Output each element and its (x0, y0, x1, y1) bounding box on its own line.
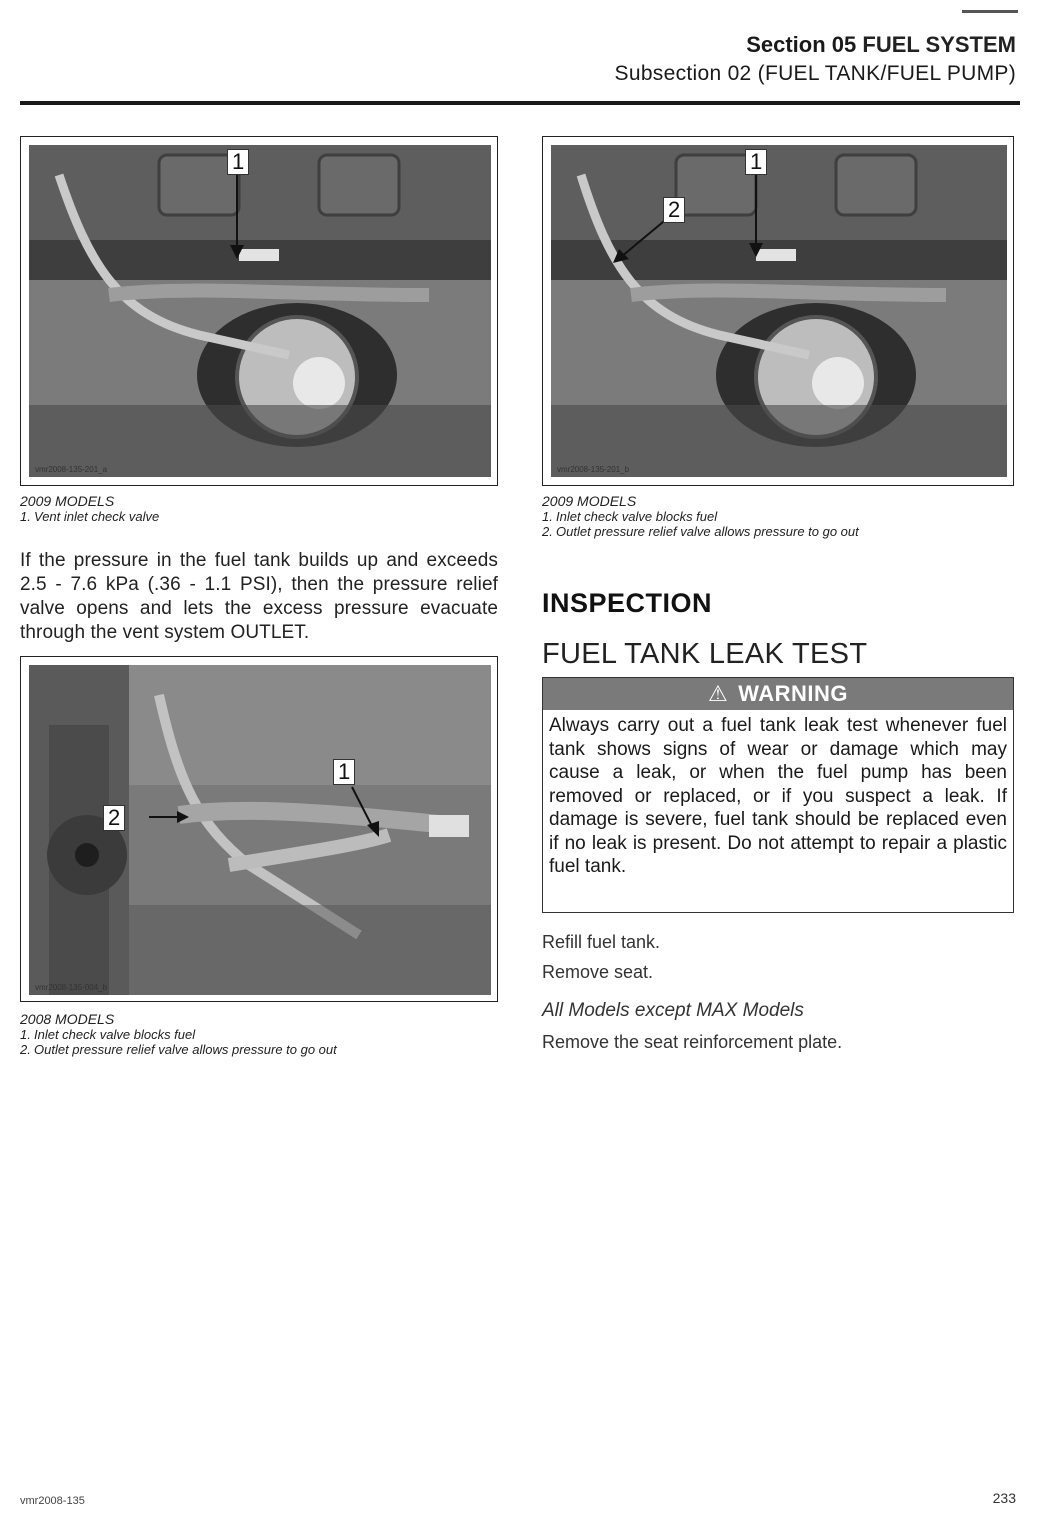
warning-bar (543, 678, 1013, 710)
figure-2-caption (542, 494, 1014, 539)
figure-2-callout-2: 2 (663, 197, 685, 223)
figure-3-caption-item-2: 2. Outlet pressure relief valve allows pressure to go out (20, 1042, 337, 1057)
models-note: All Models except MAX Models (542, 1000, 804, 1021)
warning-triangle-icon: ⚠ (707, 681, 729, 706)
figure-1-code: vmr2008-135-201_a (35, 465, 108, 474)
warning-text: Always carry out a fuel tank leak test whenever fuel tank shows signs of wear or damage which may cause a leak, or when the fuel pump has been removed or replaced, or if you suspect a leak. If damage is severe, fuel tank should be replaced even if no leak is present. Do not attempt to repair a plastic fuel tank. (549, 715, 1007, 877)
inspection-heading: INSPECTION (542, 588, 713, 618)
figure-2-caption-item-2: 2. Outlet pressure relief valve allows pressure to go out (542, 524, 859, 539)
figure-1-caption-title: 2009 MODELS (20, 493, 115, 509)
figure-3-caption (20, 1012, 498, 1057)
leak-test-heading: FUEL TANK LEAK TEST (542, 638, 868, 670)
figure-3-caption-item-1: 1. Inlet check valve blocks fuel (20, 1027, 196, 1042)
step-remove-plate: Remove the seat reinforcement plate. (542, 1032, 843, 1052)
figure-2-code: vmr2008-135-201_b (557, 465, 630, 474)
figure-2-photo (551, 145, 1007, 477)
step-refill: Refill fuel tank. (542, 932, 661, 952)
figure-3-callout-2: 2 (103, 805, 125, 831)
section-prefix: Section 05 (746, 32, 857, 57)
warning-label: WARNING (738, 681, 849, 706)
page-number: 233 (992, 1490, 1016, 1506)
header-rule (20, 101, 1020, 105)
figure-3-photo (29, 665, 491, 995)
warning-box (542, 677, 1014, 913)
figure-2-caption-item-1: 1. Inlet check valve blocks fuel (542, 509, 718, 524)
pressure-paragraph: If the pressure in the fuel tank builds up and exceeds 2.5 - 7.6 kPa (.36 - 1.1 PSI), then the pressure relief valve opens and lets the excess pressure evacuate through the vent system OUTLET. (20, 550, 498, 643)
section-name: FUEL SYSTEM (862, 32, 1016, 57)
figure-2-callout-1: 1 (745, 149, 767, 175)
figure-3 (20, 656, 498, 1002)
figure-3-callout-1: 1 (333, 759, 355, 785)
step-remove-seat: Remove seat. (542, 962, 654, 982)
figure-2 (542, 136, 1014, 486)
figure-1 (20, 136, 498, 486)
figure-3-code: vmr2008-135-004_b (35, 983, 108, 992)
figure-2-caption-title: 2009 MODELS (542, 493, 637, 509)
section-title (746, 32, 1016, 58)
figure-1-callout-1: 1 (227, 149, 249, 175)
header-tick-mark (962, 10, 1018, 13)
figure-1-photo (29, 145, 491, 477)
subsection-title: Subsection 02 (FUEL TANK/FUEL PUMP) (614, 62, 1016, 85)
figure-1-caption (20, 494, 498, 524)
footer-doc-code: vmr2008-135 (20, 1495, 85, 1507)
figure-1-caption-item: 1. Vent inlet check valve (20, 509, 160, 524)
figure-3-caption-title: 2008 MODELS (20, 1011, 115, 1027)
